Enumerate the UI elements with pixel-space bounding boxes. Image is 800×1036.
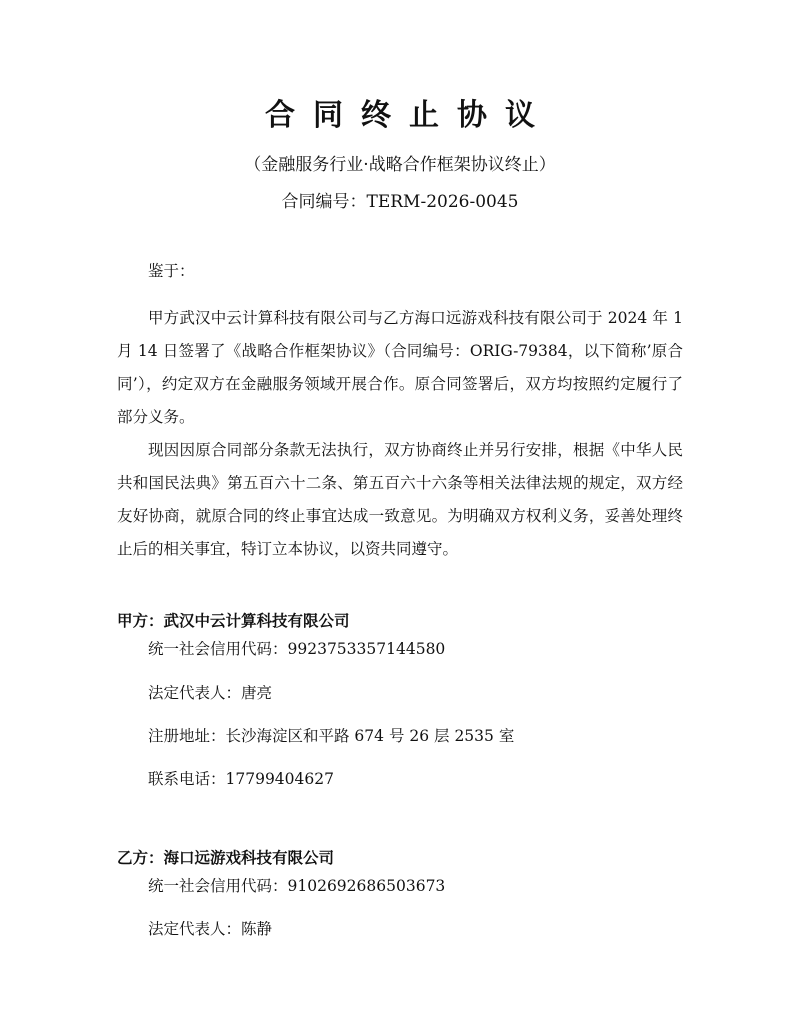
document-title: 合同终止协议 (265, 98, 553, 133)
recital-paragraph-2: 现因因原合同部分条款无法执行，双方协商终止并另行安排，根据《中华人民共和国民法典》第五百六十二条、第五百六十六条等相关法律法规的规定，双方经友好协商，就原合同的终止事宜达成一致意见。为明确双方权利义务，妥善处理终止后的相关事宜，特订立本协议，以资共同遵守。 (117, 441, 683, 558)
party-b-legal-representative: 法定代表人：陈静 (148, 920, 273, 938)
party-a-address: 注册地址：长沙海淀区和平路 674 号 26 层 2535 室 (148, 727, 515, 745)
party-a-heading: 甲方：武汉中云计算科技有限公司 (117, 612, 350, 630)
party-b-credit-code: 统一社会信用代码：9102692686503673 (148, 877, 446, 895)
party-a-phone: 联系电话：17799404627 (148, 770, 334, 788)
party-b-heading: 乙方：海口远游戏科技有限公司 (117, 849, 335, 867)
contract-number: 合同编号：TERM-2026-0045 (281, 192, 519, 212)
document-subtitle: （金融服务行业·战略合作框架协议终止） (244, 155, 556, 175)
party-a-credit-code: 统一社会信用代码：9923753357144580 (148, 640, 446, 658)
recital-paragraph-1: 甲方武汉中云计算科技有限公司与乙方海口远游戏科技有限公司于 2024 年 1 月 14 日签署了《战略合作框架协议》（合同编号：ORIG-79384，以下简称’原合同’），约定双方在金融服务领域开展合作。原合同签署后，双方均按照约定履行了部分义务。 (117, 309, 683, 426)
party-a-legal-representative: 法定代表人：唐亮 (148, 684, 273, 702)
whereas-label: 鉴于： (148, 262, 195, 280)
